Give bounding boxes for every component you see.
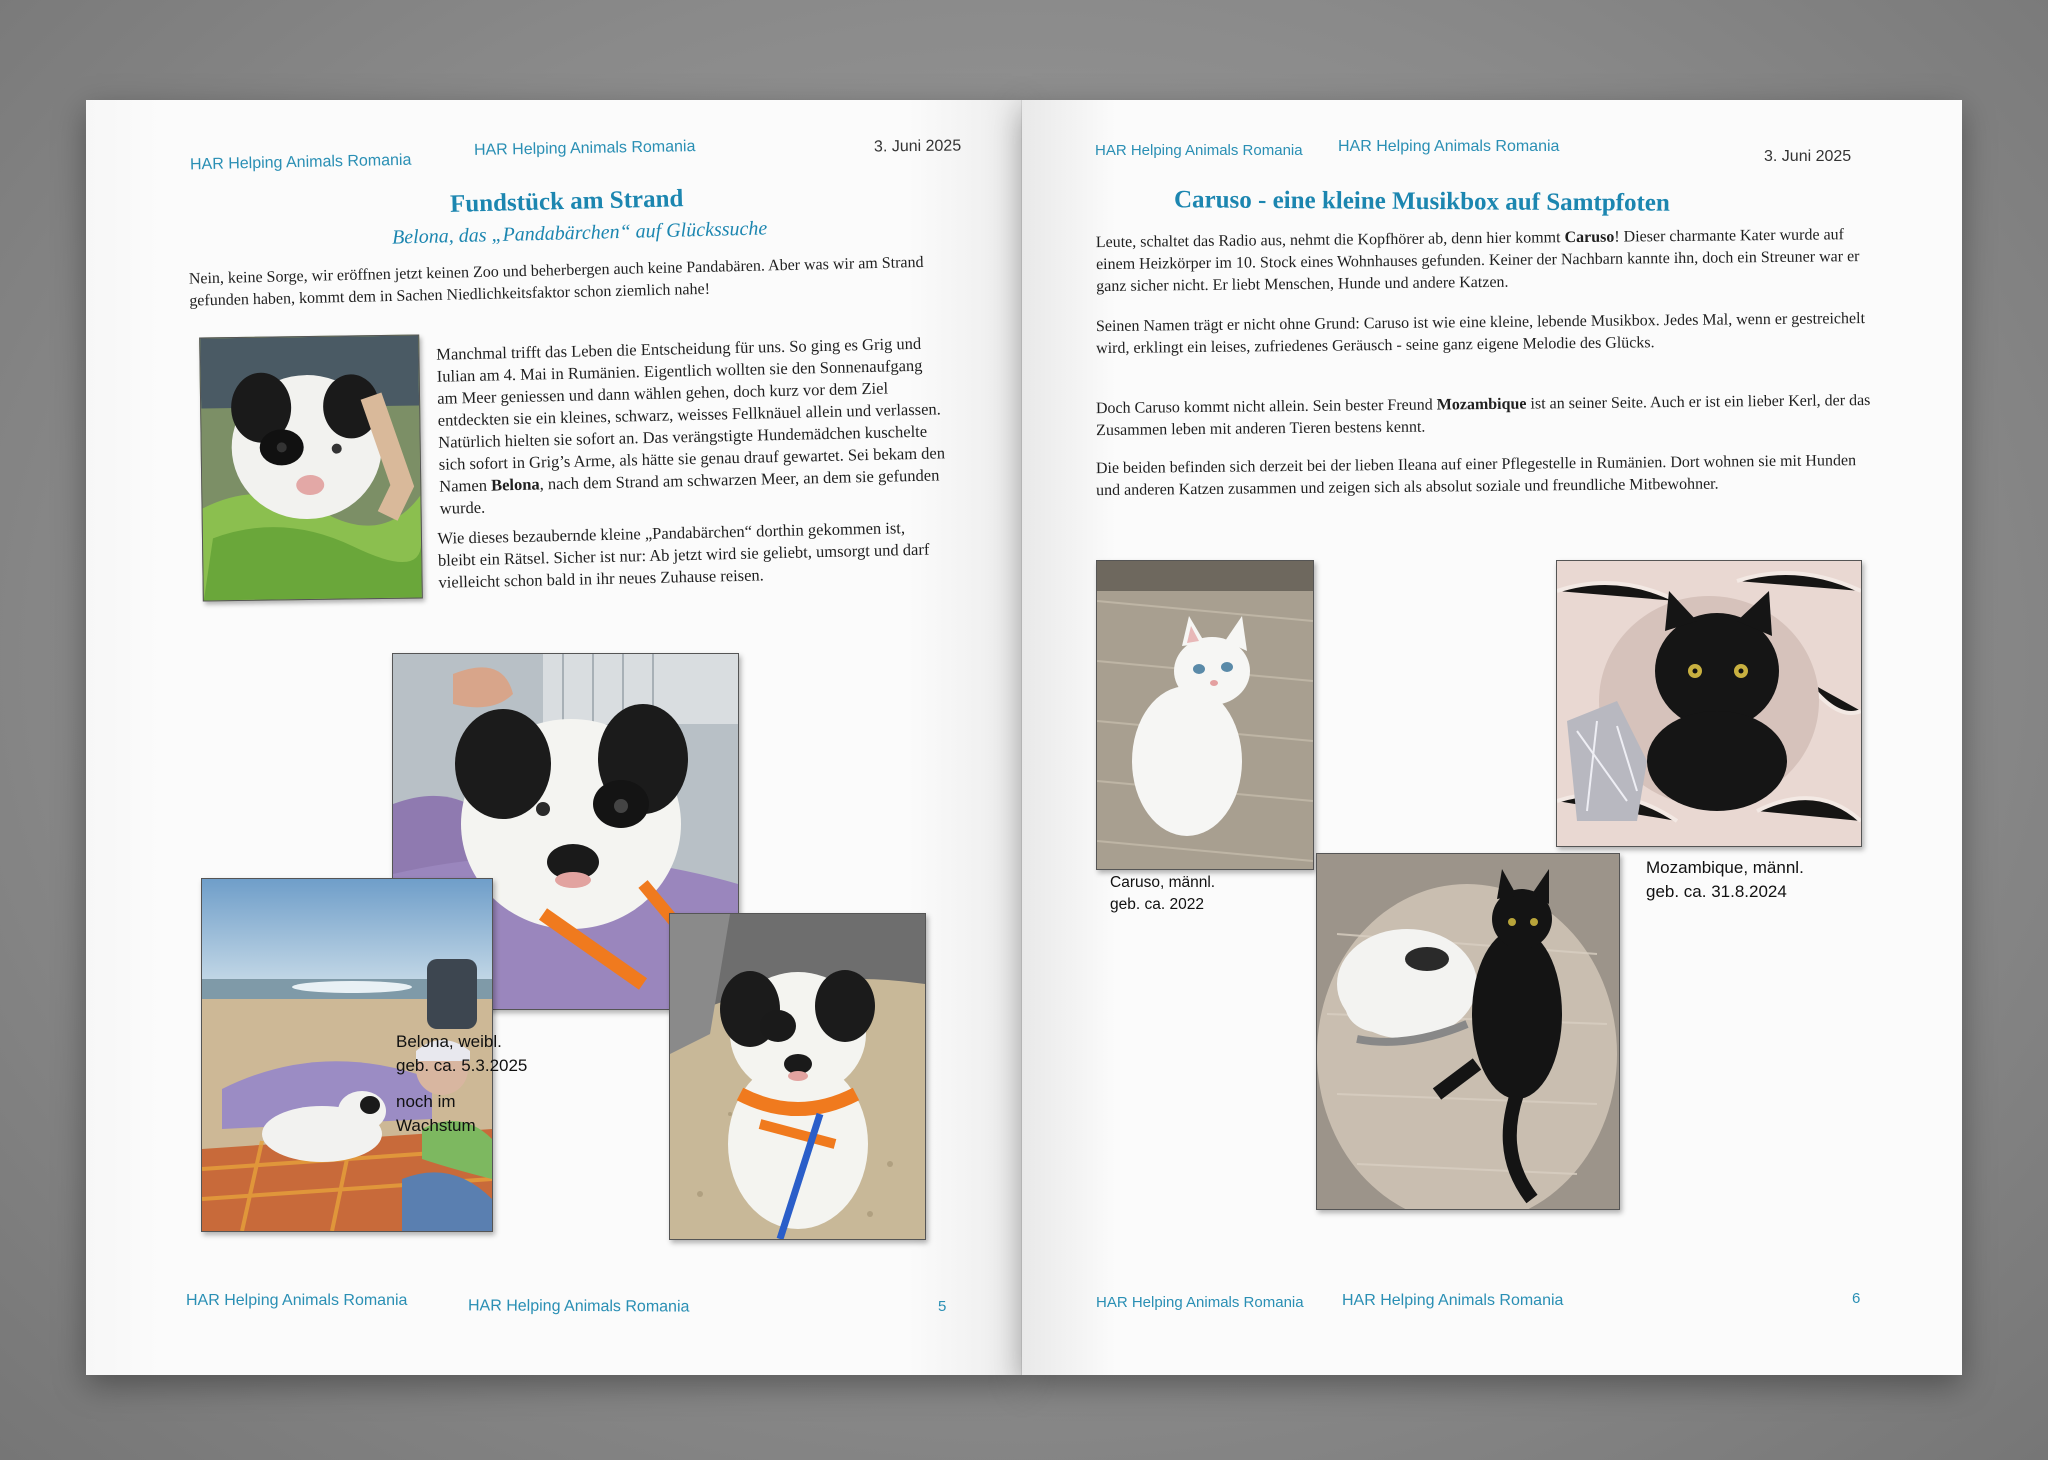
story-text-1b: , nach dem Strand am schwarzen Meer, an dem sie gefunden wurde.: [439, 465, 940, 518]
belona-caption-1: Belona, weibl.: [396, 1032, 502, 1051]
cat-name-mozambique: Mozambique: [1436, 395, 1527, 414]
page-number-right: 6: [1852, 1290, 1861, 1307]
cat-name-caruso: Caruso: [1564, 228, 1615, 247]
header-date-right: 3. Juni 2025: [1764, 148, 1852, 165]
mozambique-caption-2: geb. ca. 31.8.2024: [1646, 882, 1787, 901]
mozambique-caption-1: Mozambique, männl.: [1646, 858, 1804, 877]
header-org-1: HAR Helping Animals Romania: [189, 151, 412, 174]
story-paragraph-2: Wie dieses bezaubernde kleine „Pandabärchen“ dorthin gekommen ist, bleibt ein Rätsel. Sicher ist nur: Ab jetzt wird sie geliebt, umsorgt und darf vielleicht schon bald in ihr neues Zuhause reisen.: [437, 518, 930, 592]
caruso-paragraph-1: [1096, 224, 1877, 298]
caruso-paragraph-4: Die beiden befinden sich derzeit bei der lieben Ileana auf einer Pflegestelle in Rumänien. Dort wohnen sie mit Hunden und anderen Katzen zusammen und zeigen sich als absolut soziale und freundliche Mitbewohner.: [1095, 452, 1857, 500]
photo-both-cats: [1316, 853, 1620, 1210]
intro-paragraph: Nein, keine Sorge, wir eröffnen jetzt keinen Zoo und beherbergen auch keine Pandabären. Aber was wir am Strand gefunden haben, kommt dem in Sachen Niedlichkeitsfaktor schon ziemlich nahe!: [188, 253, 924, 310]
caruso-text-1a: Leute, schaltet das Radio aus, nehmt die Kopfhörer ab, denn hier kommt: [1095, 229, 1565, 252]
right-page: [1022, 100, 1962, 1375]
caruso-text-3a: Doch Caruso kommt nicht allein. Sein bester Freund: [1095, 396, 1437, 418]
header-org-4: HAR Helping Animals Romania: [1338, 138, 1560, 155]
belona-caption-4: Wachstum: [396, 1116, 476, 1135]
footer-org-1: HAR Helping Animals Romania: [186, 1292, 408, 1309]
photo-mozambique: [1556, 560, 1862, 847]
footer-org-4: HAR Helping Animals Romania: [1342, 1292, 1564, 1309]
photo-puppy-towel: [199, 334, 423, 601]
footer-org-2: HAR Helping Animals Romania: [467, 1297, 690, 1316]
photo-caruso: [1096, 560, 1314, 870]
photo-puppy-harness: [669, 913, 926, 1240]
article-title-right: Caruso - eine kleine Musikbox auf Samtpfoten: [1173, 186, 1670, 217]
story-text-1a: Manchmal trifft das Leben die Entscheidung für uns. So ging es Grig und Iulian am 4. Mai in Rumänien. Eigentlich wollten sie den Sonnenaufgang am Meer geniessen und dann wählen gehen, doch kurz vor dem Ziel entdeckten sie ein kleines, schwarz, weisses Fellknäuel allein und verlassen. Natürlich hielten sie sofort an. Das verängstigte Hundemädchen kuschelte sich sofort in Grig’s Arme, als hätte sie genau drauf gewartet. Sei bekam den Namen: [436, 333, 946, 496]
header-org-2: HAR Helping Animals Romania: [473, 138, 696, 159]
article-title: Fundstück am Strand: [449, 185, 684, 218]
header-date: 3. Juni 2025: [873, 137, 962, 156]
dog-name-belona: Belona: [490, 474, 540, 495]
story-paragraph-1: [436, 332, 948, 519]
page-number-left: 5: [938, 1298, 947, 1315]
footer-org-3: HAR Helping Animals Romania: [1096, 1294, 1304, 1311]
caruso-paragraph-2: Seinen Namen trägt er nicht ohne Grund: Caruso ist wie eine kleine, lebende Musikbox. Jedes Mal, wenn er gestreichelt wird, erklingt ein leises, zufriedenes Geräusch - seine ganz eigene Melodie des Glücks.: [1095, 310, 1866, 358]
article-subtitle: Belona, das „Pandabärchen“ auf Glückssuche: [391, 217, 768, 249]
caruso-text-1b: ! Dieser charmante Kater wurde auf einem Heizkörper im 10. Stock eines Wohnhauses gefunden. Keiner der Nachbarn kannte ihn, doch ein Streuner war er ganz sicher nicht. Er liebt Menschen, Hunde und andere Katzen.: [1095, 226, 1860, 296]
caruso-caption-2: geb. ca. 2022: [1110, 896, 1204, 913]
left-page: [86, 100, 1022, 1375]
belona-caption-2: geb. ca. 5.3.2025: [396, 1056, 528, 1075]
caruso-caption-1: Caruso, männl.: [1110, 874, 1216, 891]
header-org-3: HAR Helping Animals Romania: [1095, 142, 1303, 159]
caruso-text-3b: ist an seiner Seite. Auch er ist ein lieber Kerl, der das Zusammen leben mit anderen Tieren bestens kennt.: [1096, 391, 1871, 440]
caruso-paragraph-3: [1096, 390, 1876, 442]
belona-caption-3: noch im: [396, 1092, 456, 1111]
